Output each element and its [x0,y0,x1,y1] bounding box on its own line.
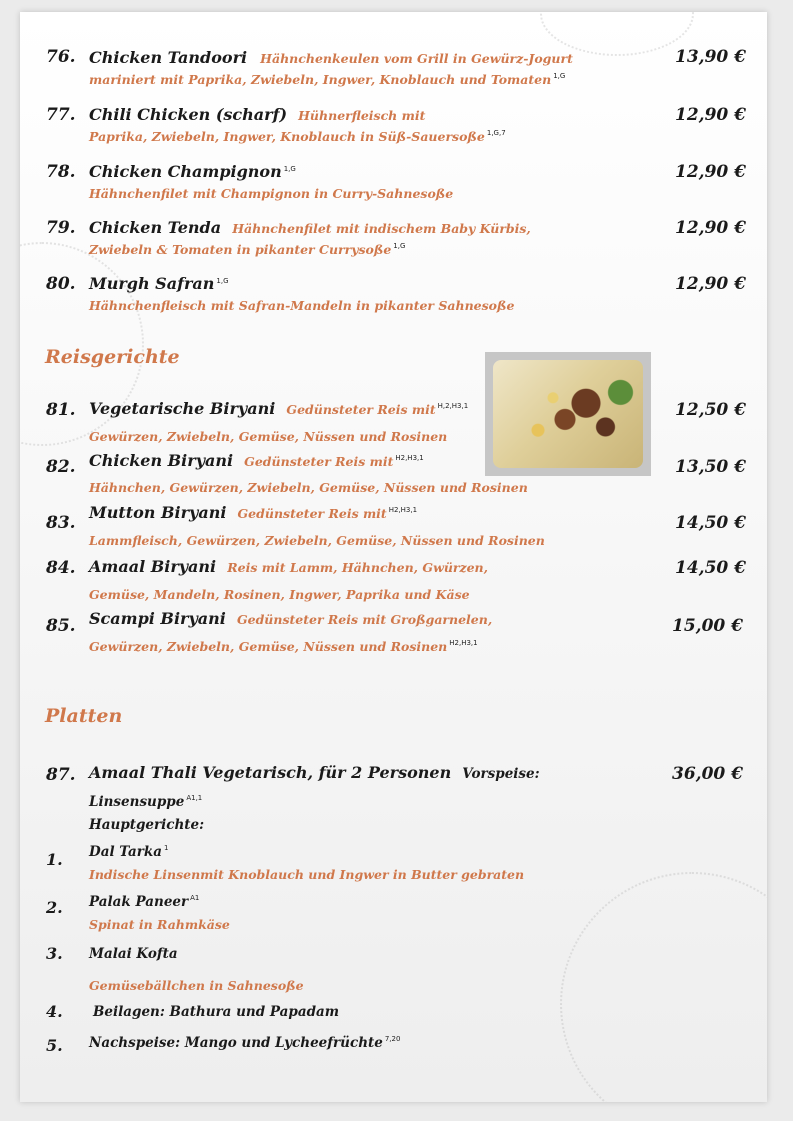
allergen-codes: H2,H3,1 [388,505,418,514]
dish-number: 1. [46,850,63,869]
item-description: Gewürzen, Zwiebeln, Gemüse, Nüssen und Rosinen [89,639,448,654]
dish-name: Dal Tarka [89,844,162,860]
allergen-codes: 1 [164,843,169,852]
item-price: 36,00 € [672,764,743,784]
item-name: Chicken Biryani [89,451,234,470]
item-price: 12,90 € [675,218,746,238]
item-price: 15,00 € [672,616,743,636]
item-description: Hühnerfleisch mit [298,108,426,123]
item-name: Murgh Safran [89,274,215,293]
item-number: 78. [46,162,76,182]
soup-name: Linsensuppe [89,794,185,810]
dish-number: 5. [46,1036,63,1055]
allergen-codes: 1,G [283,164,296,173]
nachspeise-text: Nachspeise: Mango und Lycheefrüchte [89,1035,383,1051]
biryani-plate-image [493,360,643,468]
item-name: Scampi Biryani [89,609,226,628]
item-price: 12,90 € [675,162,746,182]
item-description: Gedünsteter Reis mit [237,506,387,521]
allergen-codes: 1,G [216,276,229,285]
section-title-reisgerichte: Reisgerichte [45,346,180,368]
item-price: 12,90 € [675,274,746,294]
item-description: Hähnchenfilet mit Champignon in Curry-Sahnesoße [89,186,454,201]
item-number: 79. [46,218,76,238]
allergen-codes: 1,G [553,71,566,80]
item-number: 83. [46,513,76,533]
allergen-codes: H2,H3,1 [449,638,478,647]
allergen-codes: H2,H3,1 [395,453,424,462]
item-description: Gewürzen, Zwiebeln, Gemüse, Nüssen und Rosinen [89,429,448,444]
item-number: 77. [46,105,76,125]
item-name: Chicken Champignon [89,162,282,181]
allergen-codes: 1,G,7 [486,128,506,137]
dish-number: 2. [46,898,63,917]
item-number: 87. [46,765,76,785]
item-number: 85. [46,616,76,636]
item-description: Gemüse, Mandeln, Rosinen, Ingwer, Paprika und Käse [89,587,470,602]
hauptgerichte-label: Hauptgerichte: [89,817,205,833]
item-description: Gedünsteter Reis mit [244,454,394,469]
decorative-pattern [560,872,767,1102]
item-price: 12,90 € [675,105,746,125]
item-description: Paprika, Zwiebeln, Ingwer, Knoblauch in Süß-Sauersoße [89,129,485,144]
dish-number: 3. [46,944,63,963]
dish-number: 4. [46,1002,63,1021]
dish-name: Palak Paneer [89,894,189,910]
item-number: 84. [46,558,76,578]
allergen-codes: A1 [190,893,200,902]
dish-description: Spinat in Rahmkäse [89,917,230,932]
section-title-platten: Platten [45,705,123,727]
item-description: Hähnchenkeulen vom Grill in Gewürz-Jogurt [260,51,573,66]
allergen-codes: 1,G [393,241,406,250]
dish-name: Malai Kofta [89,946,178,962]
vorspeise-label: Vorspeise: [462,766,540,782]
item-number: 76. [46,47,76,67]
item-number: 81. [46,400,76,420]
dish-description: Indische Linsenmit Knoblauch und Ingwer in Butter gebraten [89,867,525,882]
menu-page [20,12,767,1102]
item-name: Amaal Biryani [89,557,217,576]
item-name: Chicken Tenda [89,218,222,237]
item-description: Reis mit Lamm, Hähnchen, Gwürzen, [227,560,488,575]
item-description: Hähnchenfleisch mit Safran-Mandeln in pikanter Sahnesoße [89,298,515,313]
item-description: mariniert mit Paprika, Zwiebeln, Ingwer, Knoblauch und Tomaten [89,72,552,87]
item-name: Vegetarische Biryani [89,399,276,418]
dish-description: Gemüsebällchen in Sahnesoße [89,978,304,993]
item-name: Chili Chicken (scharf) [89,105,288,124]
allergen-codes: 7,20 [384,1034,401,1043]
item-description: Hähnchen, Gewürzen, Zwiebeln, Gemüse, Nüssen und Rosinen [89,480,528,495]
item-description: Gedünsteter Reis mit Großgarnelen, [236,612,493,627]
item-number: 80. [46,274,76,294]
item-description: Lammfleisch, Gewürzen, Zwiebeln, Gemüse, Nüssen und Rosinen [89,533,545,548]
item-name: Chicken Tandoori [89,48,248,67]
allergen-codes: A1,1 [186,793,203,802]
beilagen-text: Beilagen: Bathura und Papadam [93,1004,340,1020]
item-name: Amaal Thali Vegetarisch, für 2 Personen [89,763,452,782]
biryani-plate-photo [485,352,651,476]
item-price: 13,90 € [675,47,746,67]
item-name: Mutton Biryani [89,503,227,522]
item-description: Zwiebeln & Tomaten in pikanter Currysoße [89,242,392,257]
item-price: 13,50 € [675,457,746,477]
item-price: 14,50 € [675,558,746,578]
allergen-codes: H,2,H3,1 [437,401,469,410]
item-price: 14,50 € [675,513,746,533]
item-description: Gedünsteter Reis mit [286,402,436,417]
item-price: 12,50 € [675,400,746,420]
item-number: 82. [46,457,76,477]
item-description: Hähnchenfilet mit indischem Baby Kürbis, [232,221,531,236]
